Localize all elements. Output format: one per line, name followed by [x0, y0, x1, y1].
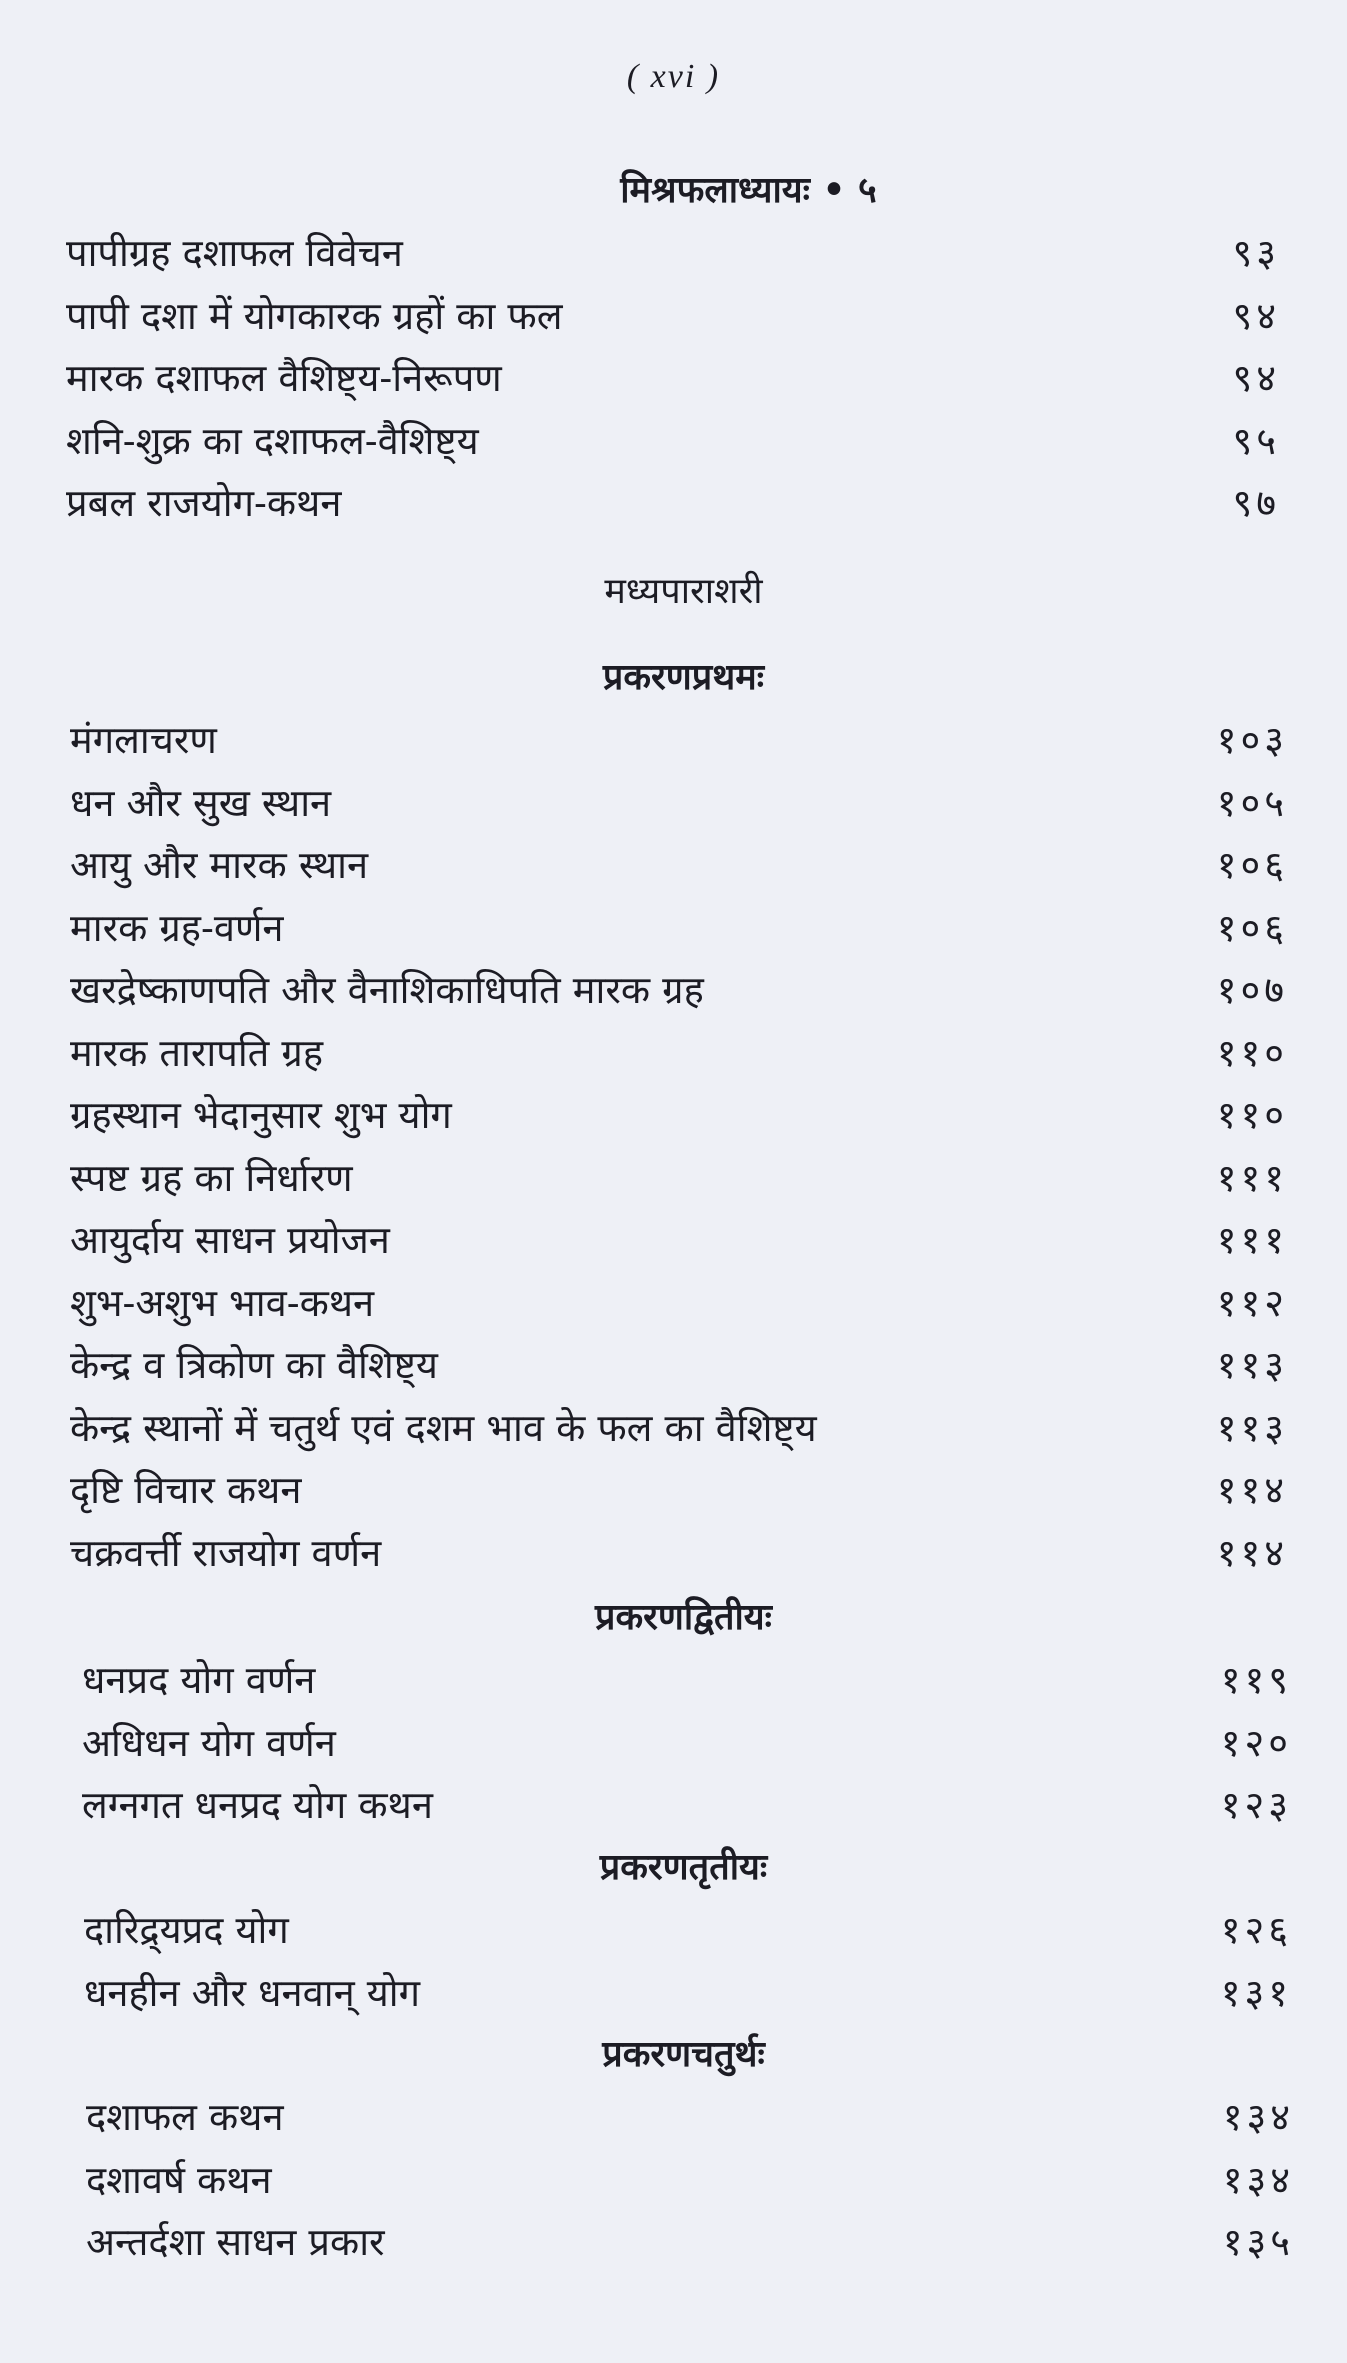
- toc-entry-title: मारक दशाफल वैशिष्ट्य-निरूपण: [66, 356, 502, 400]
- page-number: ( xvi ): [626, 58, 721, 95]
- toc-entry-title: पापीग्रह दशाफल विवेचन: [66, 231, 403, 275]
- toc-list: [70, 709, 1288, 1584]
- chapter-3: [0, 1835, 1347, 2024]
- toc-entry-title: धनहीन और धनवान् योग: [84, 1970, 421, 2015]
- toc-entry-page: १३४: [1222, 2095, 1294, 2139]
- chapter-heading: प्रकरणद्वितीयः: [595, 1596, 772, 1638]
- toc-entry-title: अन्तर्दशा साधन प्रकार: [86, 2220, 385, 2264]
- toc-entry: [70, 1334, 1288, 1397]
- toc-entry-page: १०६: [1216, 843, 1288, 887]
- toc-entry: [70, 897, 1288, 960]
- toc-entry-page: १११: [1216, 1218, 1288, 1262]
- toc-entry: [82, 1649, 1292, 1712]
- toc-entry: [70, 1022, 1288, 1085]
- toc-entry-title: आयु और मारक स्थान: [70, 843, 369, 887]
- toc-entry-title: दशाफल कथन: [86, 2095, 284, 2139]
- toc-entry: [70, 1459, 1288, 1522]
- toc-entry-title: केन्द्र व त्रिकोण का वैशिष्ट्य: [70, 1343, 438, 1387]
- part-title-block: [0, 560, 1347, 624]
- toc-entry-title: धनप्रद योग वर्णन: [82, 1658, 316, 1702]
- toc-entry-page: ९४: [1232, 356, 1280, 400]
- toc-entry: [70, 1272, 1288, 1335]
- section-heading: मिश्रफलाध्यायः • ५: [620, 169, 877, 211]
- toc-entry-page: ११०: [1216, 1030, 1288, 1075]
- chapter-heading: प्रकरणप्रथमः: [602, 656, 765, 698]
- toc-entry-page: १३४: [1222, 2157, 1294, 2202]
- toc-entry: [70, 1397, 1288, 1460]
- toc-entry-title: खरद्रेष्काणपति और वैनाशिकाधिपति मारक ग्रह: [70, 968, 704, 1012]
- toc-entry-page: ११९: [1220, 1658, 1292, 1702]
- toc-entry-title: आयुर्दाय साधन प्रयोजन: [70, 1218, 390, 1262]
- toc-entry: [70, 834, 1288, 897]
- toc-entry-page: ९७: [1232, 481, 1280, 525]
- toc-entry-page: ११२: [1216, 1280, 1288, 1325]
- toc-entry-page: १०५: [1216, 780, 1288, 825]
- toc-entry: [70, 772, 1288, 835]
- toc-entry: [70, 1147, 1288, 1210]
- toc-entry-title: दशावर्ष कथन: [86, 2157, 272, 2202]
- toc-entry-page: १२३: [1220, 1783, 1292, 1827]
- chapter-heading: प्रकरणतृतीयः: [599, 1846, 768, 1888]
- toc-entry-title: स्पष्ट ग्रह का निर्धारण: [70, 1155, 353, 1200]
- toc-entry-title: मंगलाचरण: [70, 718, 217, 762]
- toc-entry: [84, 1899, 1292, 1962]
- toc-entry: [66, 285, 1280, 348]
- part-title: मध्यपाराशरी: [604, 571, 763, 612]
- toc-entry-title: मारक तारापति ग्रह: [70, 1030, 324, 1075]
- toc-entry-page: १३१: [1220, 1970, 1292, 2015]
- toc-entry-title: ग्रहस्थान भेदानुसार शुभ योग: [70, 1093, 452, 1137]
- toc-entry-page: १०६: [1216, 905, 1288, 950]
- toc-list: [66, 222, 1280, 535]
- toc-entry-title: शनि-शुक्र का दशाफल-वैशिष्ट्य: [66, 418, 479, 463]
- toc-entry-page: १२६: [1220, 1908, 1292, 1952]
- toc-entry-title: दृष्टि विचार कथन: [70, 1468, 302, 1512]
- toc-entry-page: ९४: [1232, 293, 1280, 338]
- section-mishraphala: [0, 158, 1347, 535]
- toc-entry-title: लग्नगत धनप्रद योग कथन: [82, 1783, 433, 1827]
- chapter-heading: प्रकरणचतुर्थः: [602, 2033, 765, 2075]
- toc-entry-page: १०३: [1216, 718, 1288, 762]
- toc-entry-title: मारक ग्रह-वर्णन: [70, 905, 284, 950]
- toc-list: [82, 1649, 1292, 1837]
- toc-entry-page: १३५: [1222, 2220, 1294, 2264]
- toc-entry: [84, 1962, 1292, 2025]
- toc-entry-title: चक्रवर्त्ती राजयोग वर्णन: [70, 1530, 382, 1575]
- toc-entry-page: ११३: [1216, 1343, 1288, 1387]
- toc-entry-page: ९३: [1232, 231, 1280, 275]
- toc-entry-page: १०७: [1216, 968, 1288, 1012]
- toc-list: [84, 1899, 1292, 2024]
- toc-entry: [86, 2149, 1294, 2212]
- toc-entry-page: ११४: [1216, 1530, 1288, 1575]
- chapter-4: [0, 2022, 1347, 2274]
- toc-entry-page: ११४: [1216, 1468, 1288, 1512]
- toc-entry-page: ११३: [1216, 1405, 1288, 1450]
- toc-entry: [86, 2086, 1294, 2149]
- toc-entry: [86, 2211, 1294, 2274]
- toc-entry: [70, 709, 1288, 772]
- toc-entry: [70, 959, 1288, 1022]
- toc-entry-title: पापी दशा में योगकारक ग्रहों का फल: [66, 293, 563, 338]
- toc-entry-title: शुभ-अशुभ भाव-कथन: [70, 1280, 375, 1325]
- toc-entry-title: धन और सुख स्थान: [70, 780, 332, 825]
- chapter-2: [0, 1585, 1347, 1837]
- toc-entry: [82, 1712, 1292, 1775]
- toc-entry-page: १११: [1216, 1155, 1288, 1200]
- toc-entry: [82, 1774, 1292, 1837]
- toc-entry-title: अधिधन योग वर्णन: [82, 1720, 336, 1765]
- chapter-1: [0, 645, 1347, 1584]
- toc-entry: [70, 1522, 1288, 1585]
- toc-entry-title: केन्द्र स्थानों में चतुर्थ एवं दशम भाव के फल का वैशिष्ट्य: [70, 1405, 817, 1450]
- toc-entry-page: ९५: [1232, 418, 1280, 463]
- toc-entry-page: १२०: [1220, 1720, 1292, 1765]
- toc-entry: [70, 1209, 1288, 1272]
- toc-entry: [66, 347, 1280, 410]
- toc-entry-title: प्रबल राजयोग-कथन: [66, 481, 342, 525]
- toc-entry: [70, 1084, 1288, 1147]
- toc-entry-title: दारिद्र्यप्रद योग: [84, 1908, 289, 1952]
- toc-entry-page: ११०: [1216, 1093, 1288, 1137]
- toc-entry: [66, 222, 1280, 285]
- toc-list: [86, 2086, 1294, 2274]
- toc-entry: [66, 472, 1280, 535]
- toc-entry: [66, 410, 1280, 473]
